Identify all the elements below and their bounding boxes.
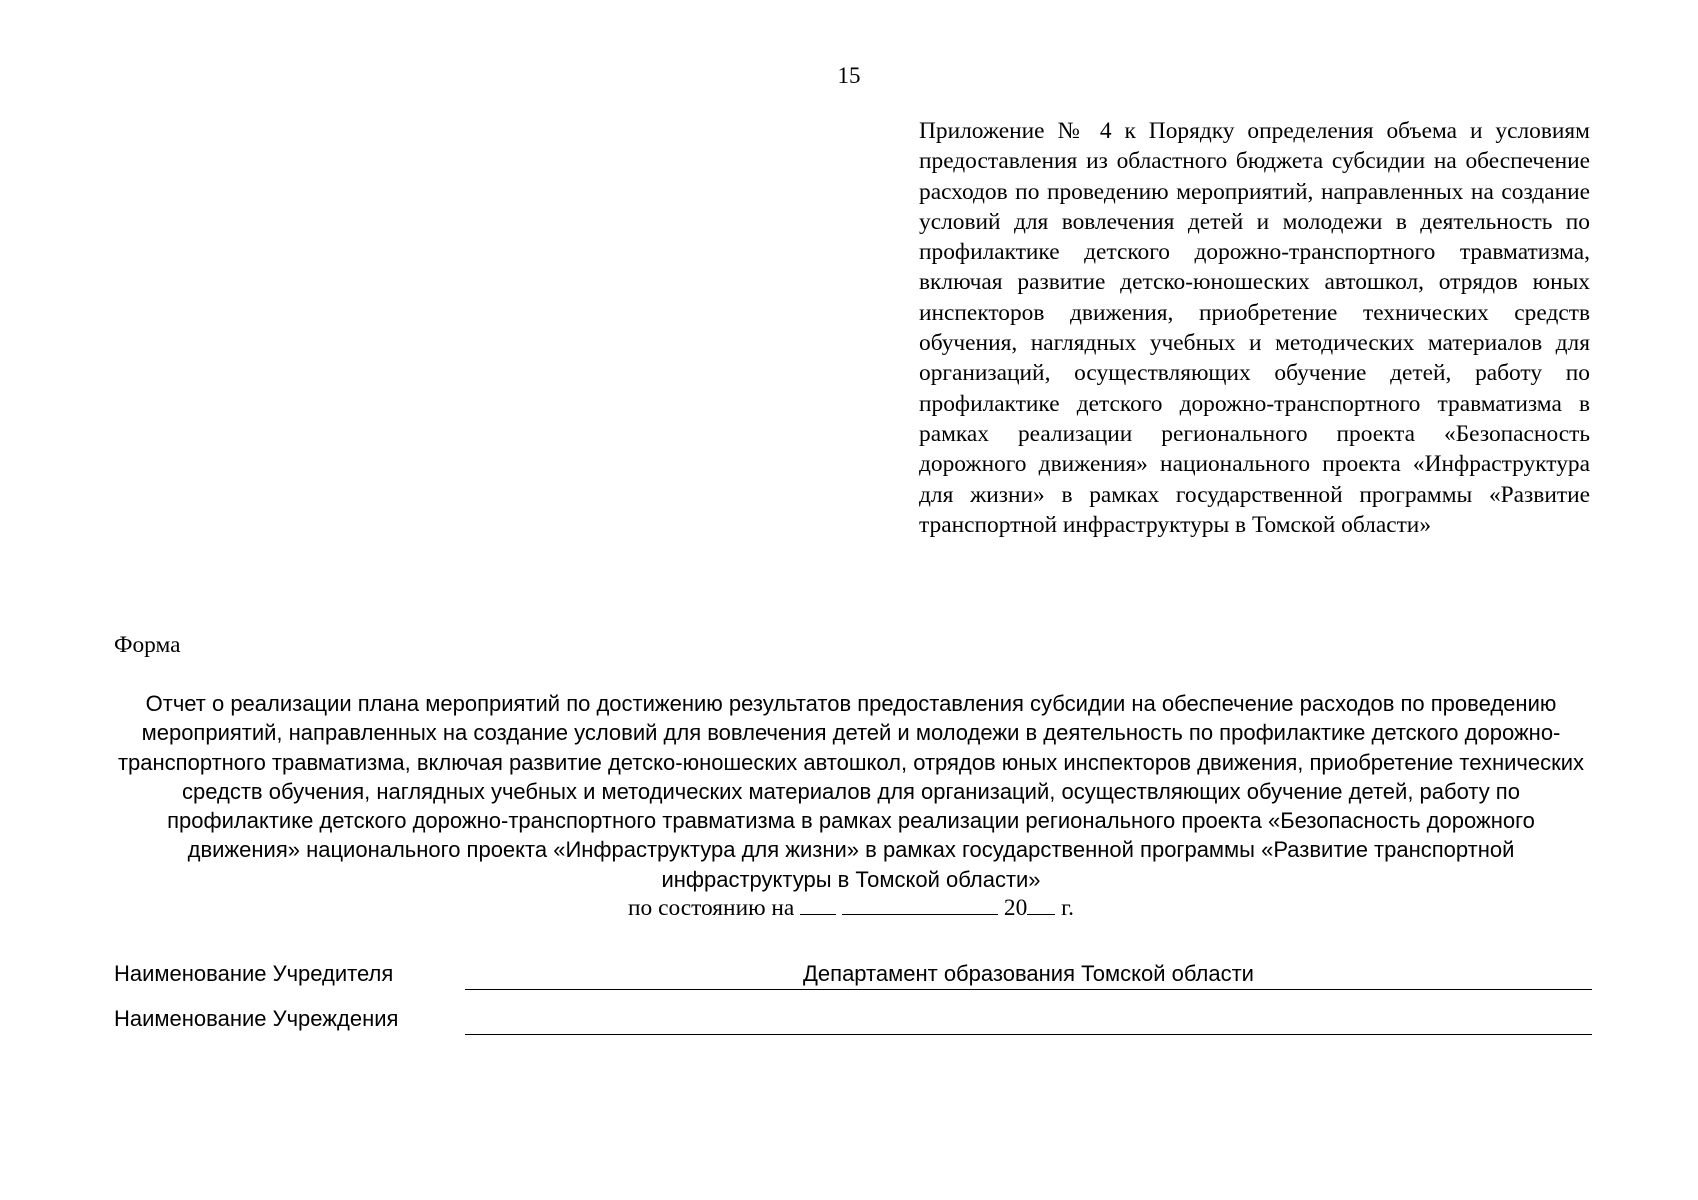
institution-underline bbox=[465, 1034, 1592, 1035]
report-year-suffix: г. bbox=[1061, 895, 1074, 922]
date-month-blank[interactable] bbox=[842, 894, 998, 915]
founder-underline bbox=[465, 989, 1592, 990]
report-title: Отчет о реализации плана мероприятий по достижению результатов предоставления субсидии на обеспечение расходов по проведению мероприятий, направленных на создание условий для вовлечения детей и молодежи в деятельность по профилактике детского дорожно-транспортного травматизма, включая развитие детско-юношеских автошкол, отрядов юных инспекторов движения, приобретение технических средств обучения, наглядных учебных и методических материалов для организаций, осуществляющих обучение детей, работу по профилактике детского дорожно-транспортного травматизма в рамках реализации регионального проекта «Безопасность дорожного движения» национального проекта «Инфраструктура для жизни» в рамках государственной программы «Развитие транспортной инфраструктуры в Томской области» bbox=[117, 691, 1585, 892]
form-label: Форма bbox=[114, 632, 181, 658]
page-number: 15 bbox=[837, 63, 861, 88]
institution-label: Наименование Учреждения bbox=[114, 1006, 399, 1031]
founder-value[interactable]: Департамент образования Томской области bbox=[803, 961, 1254, 986]
founder-field-row bbox=[114, 958, 1592, 992]
report-date-line bbox=[112, 894, 1590, 923]
institution-field-row bbox=[114, 1003, 1592, 1037]
date-day-blank[interactable] bbox=[800, 894, 836, 915]
report-title-block bbox=[112, 689, 1590, 923]
date-year-blank[interactable] bbox=[1027, 894, 1055, 915]
report-date-prefix: по состоянию на bbox=[628, 895, 795, 922]
appendix-reference-text: Приложение № 4 к Порядку определения объема и условиям предоставления из областного бюджета субсидии на обеспечение расходов по проведению мероприятий, направленных на создание условий для вовлечения детей и молодежи в деятельность по профилактике детского дорожно-транспортного травматизма, включая развитие детско-юношеских автошкол, отрядов юных инспекторов движения, приобретение технических средств обучения, наглядных учебных и методических материалов для организаций, осуществляющих обучение детей, работу по профилактике детского дорожно-транспортного травматизма в рамках реализации регионального проекта «Безопасность дорожного движения» национального проекта «Инфраструктура для жизни» в рамках государственной программы «Развитие транспортной инфраструктуры в Томской области» bbox=[919, 118, 1590, 538]
report-year-prefix: 20 bbox=[1003, 895, 1028, 922]
founder-label: Наименование Учредителя bbox=[114, 961, 394, 986]
